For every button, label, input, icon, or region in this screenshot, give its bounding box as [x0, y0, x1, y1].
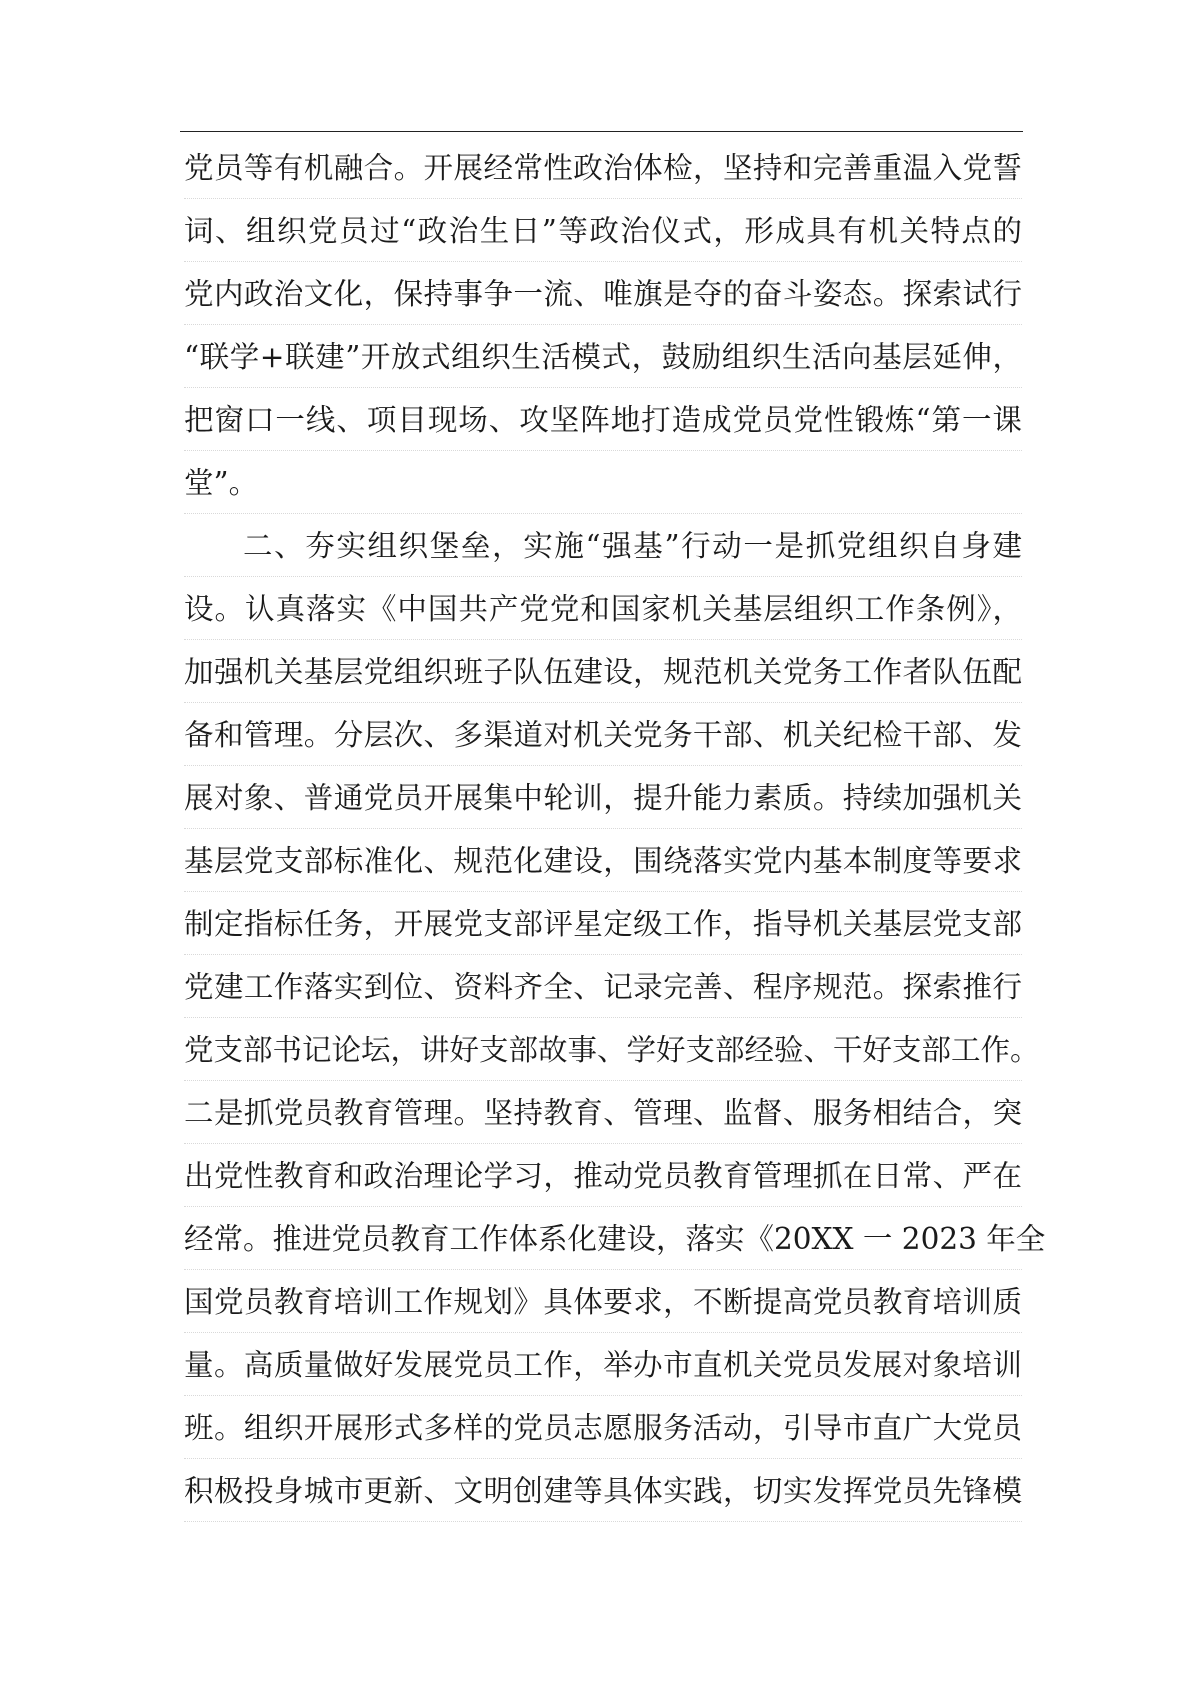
- paragraph-line: 把窗口一线、项目现场、攻坚阵地打造成党员党性锻炼“第一课: [184, 389, 1022, 451]
- paragraph-line: 备和管理。分层次、多渠道对机关党务干部、机关纪检干部、发: [184, 704, 1022, 766]
- paragraph-line: 积极投身城市更新、文明创建等具体实践，切实发挥党员先锋模: [184, 1460, 1022, 1522]
- paragraph-line: 经常。推进党员教育工作体系化建设，落实《20XX 一 2023 年全: [184, 1208, 1022, 1270]
- paragraph-line: “联学+联建”开放式组织生活模式，鼓励组织生活向基层延伸，: [184, 326, 1022, 388]
- paragraph-line: 出党性教育和政治理论学习，推动党员教育管理抓在日常、严在: [184, 1145, 1022, 1207]
- paragraph-line: 党支部书记论坛，讲好支部故事、学好支部经验、干好支部工作。: [184, 1019, 1022, 1081]
- paragraph-line: 词、组织党员过“政治生日”等政治仪式，形成具有机关特点的: [184, 200, 1022, 262]
- paragraph-line: 班。组织开展形式多样的党员志愿服务活动，引导市直广大党员: [184, 1397, 1022, 1459]
- paragraph-line: 党建工作落实到位、资料齐全、记录完善、程序规范。探索推行: [184, 956, 1022, 1018]
- paragraph-line: 基层党支部标准化、规范化建设，围绕落实党内基本制度等要求: [184, 830, 1022, 892]
- paragraph-line: 加强机关基层党组织班子队伍建设，规范机关党务工作者队伍配: [184, 641, 1022, 703]
- paragraph-line: 堂”。: [184, 452, 1022, 514]
- paragraph-line: 展对象、普通党员开展集中轮训，提升能力素质。持续加强机关: [184, 767, 1022, 829]
- paragraph-line: 二是抓党员教育管理。坚持教育、管理、监督、服务相结合，突: [184, 1082, 1022, 1144]
- section-heading-line: 二、夯实组织堡垒，实施“强基”行动一是抓党组织自身建: [184, 515, 1022, 577]
- header-rule: [180, 131, 1023, 132]
- paragraph-line: 党员等有机融合。开展经常性政治体检，坚持和完善重温入党誓: [184, 137, 1022, 199]
- paragraph-line: 党内政治文化，保持事争一流、唯旗是夺的奋斗姿态。探索试行: [184, 263, 1022, 325]
- paragraph-line: 设。认真落实《中国共产党党和国家机关基层组织工作条例》，: [184, 578, 1022, 640]
- paragraph-line: 制定指标任务，开展党支部评星定级工作，指导机关基层党支部: [184, 893, 1022, 955]
- paragraph-line: 国党员教育培训工作规划》具体要求，不断提高党员教育培训质: [184, 1271, 1022, 1333]
- paragraph-line: 量。高质量做好发展党员工作，举办市直机关党员发展对象培训: [184, 1334, 1022, 1396]
